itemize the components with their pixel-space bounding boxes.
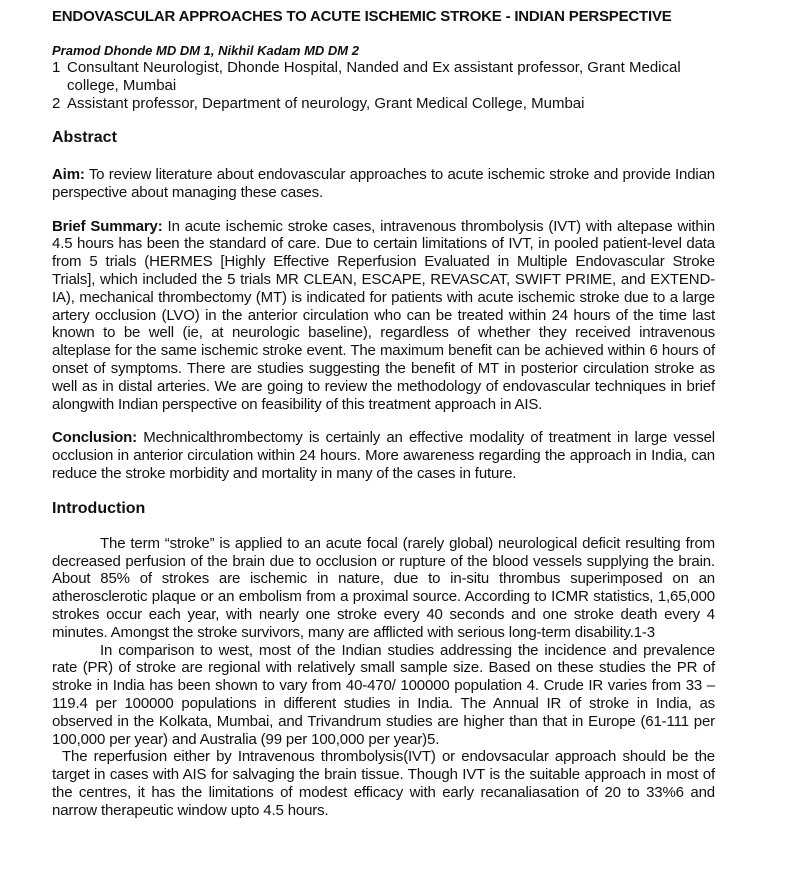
introduction-heading: Introduction [52,499,146,517]
affiliation-text: Consultant Neurologist, Dhonde Hospital, Nanded and Ex assistant professor, Grant Medical college, Mumbai [67,59,681,94]
abstract-aim [52,166,715,202]
abstract-summary [52,218,715,414]
summary-label: Brief Summary: [52,217,163,235]
summary-text: In acute ischemic stroke cases, intravenous thrombolysis (IVT) with altepase within 4.5 hours has been the standard of care. Due to certain limitations of IVT, in pooled patient-level data from 5 trials (HERMES [Highly Effective Reperfusion Evaluated in Multiple Endovascular Stroke Trials], which included the 5 trials MR CLEAN, ESCAPE, REVASCAT, SWIFT PRIME, and EXTEND-IA), mechanical thrombectomy (MT) is indicated for patients with acute ischemic stroke due to a large artery occlusion (LVO) in the anterior circulation who can be treated within 24 hours of the time last known to be well (ie, at neurologic baseline), regardless of whether they received intravenous alteplase for the same ischemic stroke event. The maximum benefit can be achieved within 6 hours of onset of symptoms. There are studies suggesting the benefit of MT in posterior circulation stroke as well as in distal arteries. We are going to review the methodology of endovascular techniques in brief alongwith Indian perspective on feasibility of this treatment approach in AIS. [52,217,715,413]
affiliation-text: Assistant professor, Department of neurology, Grant Medical College, Mumbai [67,95,585,112]
intro-paragraph-2: In comparison to west, most of the Indian studies addressing the incidence and prevalence rate (PR) of stroke are regional with relatively small sample size. Based on these studies the PR of stroke in India has been shown to vary from 40-470/ 100000 population 4. Crude IR varies from 33 –119.4 per 100000 populations in different studies in India. The Annual IR of stroke in India, as observed in the Kolkata, Mumbai, and Trivandrum studies are higher than that in Europe (61-111 per 100,000 per year) and Australia (99 per 100,000 per year)5. [52,641,715,748]
intro-paragraph-3: The reperfusion either by Intravenous thrombolysis(IVT) or endovsacular approach should be the target in cases with AIS for salvaging the brain tissue. Though IVT is the suitable approach in most of the centres, it has the limitations of modest efficacy with early recanaliasation of 20 to 33%6 and narrow therapeutic window upto 4.5 hours. [52,748,715,819]
affiliation-1 [52,59,715,95]
abstract-conclusion [52,429,715,482]
aim-label: Aim: [52,166,85,183]
author-line: Pramod Dhonde MD DM 1, Nikhil Kadam MD DM 2 [52,43,359,58]
affiliation-number: 1 [52,59,61,76]
aim-text: To review literature about endovascular approaches to acute ischemic stroke and provide Indian perspective about managing these cases. [52,166,715,201]
affiliation-2 [52,95,715,113]
paper-title: ENDOVASCULAR APPROACHES TO ACUTE ISCHEMIC STROKE - INDIAN PERSPECTIVE [52,8,672,25]
conclusion-text: Mechnicalthrombectomy is certainly an effective modality of treatment in large vessel occlusion in anterior circulation within 24 hours. More awareness regarding the approach in India, can reduce the stroke morbidity and mortality in many of the cases in future. [52,429,715,482]
conclusion-label: Conclusion: [52,429,138,447]
abstract-heading: Abstract [52,129,117,146]
intro-paragraph-1: The term “stroke” is applied to an acute focal (rarely global) neurological deficit resulting from decreased perfusion of the brain due to occlusion or rupture of the blood vessels supplying the brain. About 85% of strokes are ischemic in nature, due to in-situ thrombus superimposed on an atherosclerotic plaque or an embolism from a proximal source. According to ICMR statistics, 1,65,000 strokes occur each year, with nearly one stroke every 40 seconds and one stroke death every 4 minutes. Amongst the stroke survivors, many are afflicted with serious long-term disability.1-3 [52,534,715,641]
affiliation-number: 2 [52,95,61,112]
